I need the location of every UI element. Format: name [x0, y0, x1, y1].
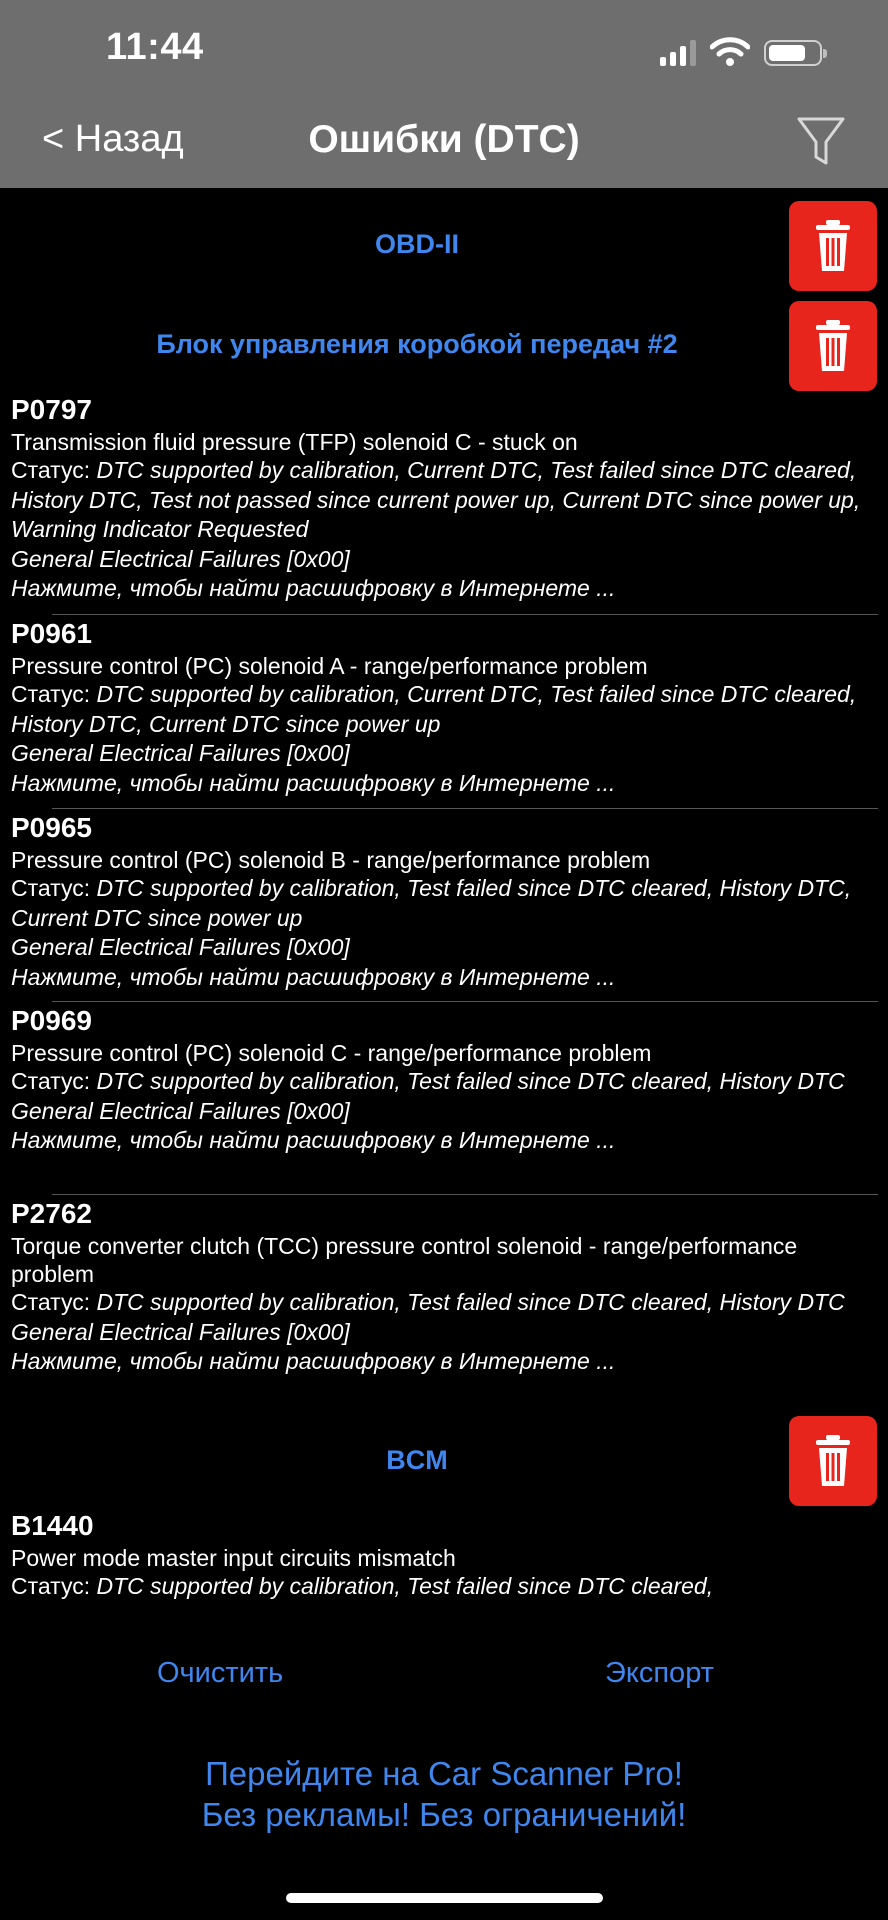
- nav-header: [0, 0, 888, 188]
- page-title: Ошибки (DTC): [308, 118, 580, 161]
- dtc-status: [11, 1288, 871, 1318]
- trash-icon: [815, 319, 851, 373]
- section-title-transmission: Блок управления коробкой передач #2: [156, 329, 678, 359]
- divider: [52, 614, 878, 615]
- dtc-item-b1440[interactable]: [11, 1508, 871, 1602]
- divider: [52, 1194, 878, 1195]
- dtc-status: [11, 1572, 871, 1602]
- dtc-item-p2762[interactable]: [11, 1196, 871, 1377]
- dtc-status: [11, 874, 871, 933]
- dtc-code: B1440: [11, 1510, 94, 1541]
- trash-icon: [815, 1434, 851, 1488]
- dtc-search-link[interactable]: Нажмите, чтобы найти расшифровку в Интернете ...: [11, 963, 616, 990]
- dtc-failure-type: General Electrical Failures [0x00]: [11, 1318, 350, 1345]
- delete-bcm-button[interactable]: [789, 1416, 877, 1506]
- dtc-code: P0969: [11, 1005, 92, 1036]
- status-label: Статус:: [11, 1289, 97, 1315]
- dtc-search-link[interactable]: Нажмите, чтобы найти расшифровку в Интернете ...: [11, 769, 616, 796]
- dtc-status: [11, 456, 871, 545]
- home-indicator[interactable]: [286, 1893, 603, 1903]
- dtc-code: P0965: [11, 812, 92, 843]
- section-title-bcm: BCM: [386, 1445, 448, 1475]
- delete-transmission-button[interactable]: [789, 301, 877, 391]
- dtc-failure-type: General Electrical Failures [0x00]: [11, 740, 350, 766]
- status-label: Статус:: [11, 1068, 97, 1094]
- dtc-description: Pressure control (PC) solenoid B - range/performance problem: [11, 847, 651, 873]
- status-label: Статус:: [11, 681, 97, 707]
- status-value: DTC supported by calibration, Test failed since DTC cleared, History DTC: [96, 1068, 845, 1094]
- dtc-failure-type: General Electrical Failures [0x00]: [11, 545, 350, 572]
- divider: [52, 808, 878, 809]
- dtc-search-link[interactable]: Нажмите, чтобы найти расшифровку в Интернете ...: [11, 1348, 616, 1374]
- status-value: DTC supported by calibration, Current DTC, Test failed since DTC cleared, History DTC, Current DTC since power up: [11, 681, 857, 737]
- dtc-code: P2762: [11, 1198, 92, 1229]
- wifi-icon: [710, 36, 750, 66]
- dtc-failure-type: General Electrical Failures [0x00]: [11, 1097, 350, 1124]
- dtc-item-p0961[interactable]: [11, 616, 871, 798]
- pro-upgrade-banner[interactable]: [0, 1753, 888, 1835]
- status-label: Статус:: [11, 875, 97, 901]
- dtc-description: Power mode master input circuits mismatch: [11, 1545, 456, 1571]
- dtc-failure-type: General Electrical Failures [0x00]: [11, 934, 350, 960]
- back-button[interactable]: < Назад: [42, 118, 184, 160]
- promo-line-2: Без рекламы! Без ограничений!: [201, 1796, 687, 1833]
- clear-button[interactable]: Очистить: [157, 1657, 284, 1689]
- filter-icon[interactable]: [796, 116, 846, 168]
- export-button[interactable]: Экспорт: [605, 1657, 714, 1689]
- status-time: 11:44: [106, 26, 204, 68]
- dtc-description: Pressure control (PC) solenoid A - range/performance problem: [11, 653, 648, 679]
- section-title-obd: OBD-II: [375, 229, 459, 259]
- dtc-code: P0961: [11, 618, 92, 649]
- dtc-item-p0965[interactable]: [11, 810, 871, 992]
- dtc-status: [11, 680, 871, 739]
- status-value: DTC supported by calibration, Test failed since DTC cleared,: [96, 1573, 714, 1599]
- divider: [52, 1001, 878, 1002]
- dtc-item-p0969[interactable]: [11, 1003, 871, 1156]
- dtc-code: P0797: [11, 394, 92, 425]
- status-value: DTC supported by calibration, Current DTC, Test failed since DTC cleared, History DTC, Test not passed since current power up, Current DTC since power up, Warning Indicator Requested: [11, 457, 861, 542]
- cellular-signal-icon: [660, 40, 696, 66]
- status-value: DTC supported by calibration, Test failed since DTC cleared, History DTC, Current DTC since power up: [11, 875, 852, 931]
- dtc-item-p0797[interactable]: [11, 392, 871, 604]
- dtc-search-link[interactable]: Нажмите, чтобы найти расшифровку в Интернете ...: [11, 575, 616, 601]
- delete-obd-button[interactable]: [789, 201, 877, 291]
- trash-icon: [815, 219, 851, 273]
- dtc-description: Pressure control (PC) solenoid C - range/performance problem: [11, 1040, 652, 1066]
- dtc-description: Torque converter clutch (TCC) pressure control solenoid - range/performance problem: [11, 1233, 798, 1287]
- battery-icon: [764, 40, 822, 66]
- dtc-status: [11, 1067, 871, 1097]
- status-label: Статус:: [11, 457, 97, 483]
- promo-line-1: Перейдите на Car Scanner Pro!: [205, 1755, 683, 1792]
- status-value: DTC supported by calibration, Test failed since DTC cleared, History DTC: [96, 1289, 845, 1315]
- dtc-description: Transmission fluid pressure (TFP) solenoid C - stuck on: [11, 429, 578, 455]
- dtc-search-link[interactable]: Нажмите, чтобы найти расшифровку в Интернете ...: [11, 1127, 616, 1153]
- status-icons: [660, 36, 822, 66]
- status-label: Статус:: [11, 1573, 97, 1599]
